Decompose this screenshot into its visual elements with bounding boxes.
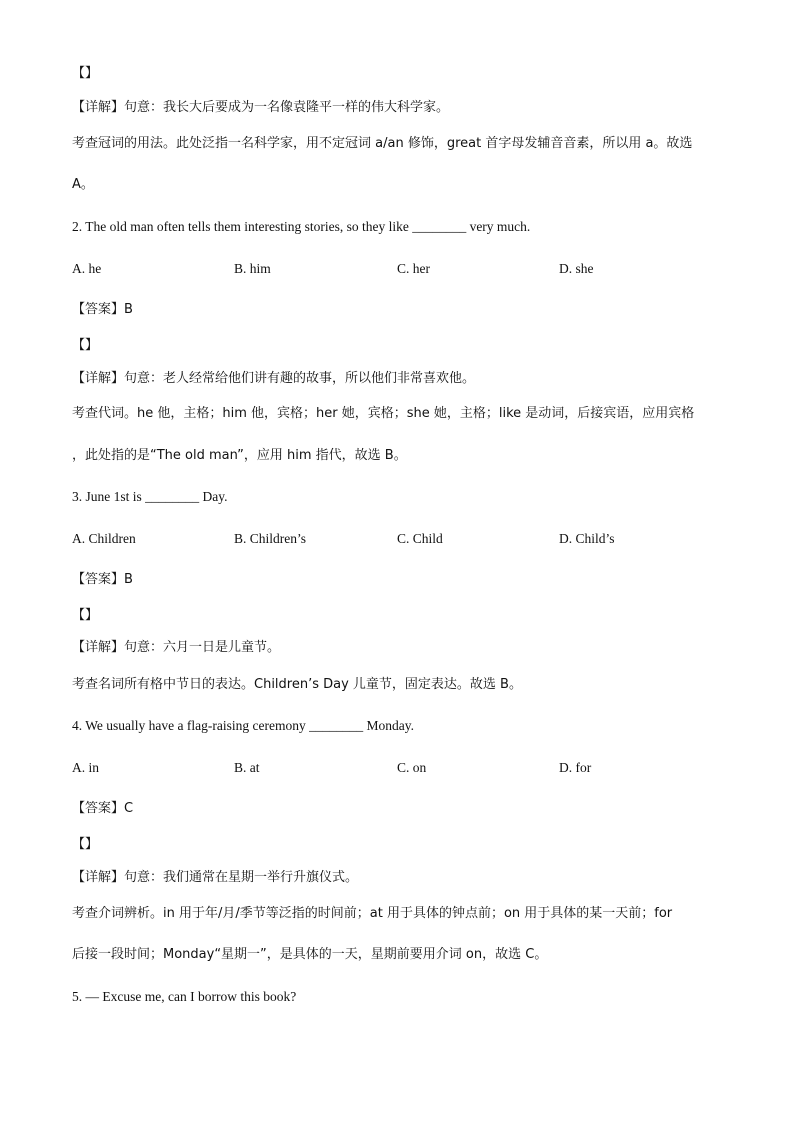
q4-answer: 【答案】C [72, 801, 134, 816]
q1-analysis-line-1: 考查冠词的用法。此处泛指一名科学家，用不定冠词 a/an 修饰，great 首字母发辅音音素，所以用 a。故选 [72, 136, 693, 151]
q3-answer: 【答案】B [72, 572, 133, 587]
q3-option-d: D. Child’s [559, 531, 615, 546]
q4-option-b: B. at [234, 760, 260, 775]
q2-option-d: D. she [559, 261, 594, 276]
q1-analysis-line-2: A。 [72, 177, 94, 192]
q3-option-b: B. Children’s [234, 531, 307, 546]
q5-question: 5. — Excuse me, can I borrow this book? [72, 989, 297, 1004]
q2-analysis-line-1: 考查代词。he 他，主格；him 他，宾格；her 她，宾格；she 她，主格；like 是动词，后接宾语，应用宾格 [72, 406, 695, 421]
q3-option-a: A. Children [72, 531, 136, 546]
q2-option-b: B. him [234, 261, 271, 276]
q2-bracket: 【】 [72, 338, 99, 353]
q3-detail: 【详解】句意：六月一日是儿童节。 [72, 640, 281, 655]
q4-analysis-line-1: 考查介词辨析。in 用于年/月/季节等泛指的时间前；at 用于具体的钟点前；on 用于具体的某一天前；for [72, 906, 673, 921]
q4-option-c: C. on [397, 760, 427, 775]
q3-bracket: 【】 [72, 608, 99, 623]
q3-analysis-line-1: 考查名词所有格中节日的表达。Children’s Day 儿童节，固定表达。故选 B。 [72, 677, 522, 692]
q4-analysis-line-2: 后接一段时间；Monday“星期一”，是具体的一天，星期前要用介词 on，故选 C。 [72, 947, 548, 962]
q4-question: 4. We usually have a flag-raising ceremony ________ Monday. [72, 718, 414, 733]
q2-question: 2. The old man often tells them interesting stories, so they like ________ very much. [72, 219, 531, 234]
q2-analysis-line-2: ，此处指的是“The old man”，应用 him 指代，故选 B。 [72, 448, 407, 463]
q3-option-c: C. Child [397, 531, 443, 546]
q4-option-a: A. in [72, 760, 99, 775]
q1-bracket: 【】 [72, 66, 99, 81]
q2-option-c: C. her [397, 261, 430, 276]
q2-option-a: A. he [72, 261, 102, 276]
q2-answer: 【答案】B [72, 302, 133, 317]
q1-detail: 【详解】句意：我长大后要成为一名像袁隆平一样的伟大科学家。 [72, 100, 450, 115]
q4-detail: 【详解】句意：我们通常在星期一举行升旗仪式。 [72, 870, 359, 885]
q4-bracket: 【】 [72, 837, 99, 852]
q2-detail: 【详解】句意：老人经常给他们讲有趣的故事，所以他们非常喜欢他。 [72, 371, 476, 386]
q3-question: 3. June 1st is ________ Day. [72, 489, 228, 504]
q4-option-d: D. for [559, 760, 592, 775]
